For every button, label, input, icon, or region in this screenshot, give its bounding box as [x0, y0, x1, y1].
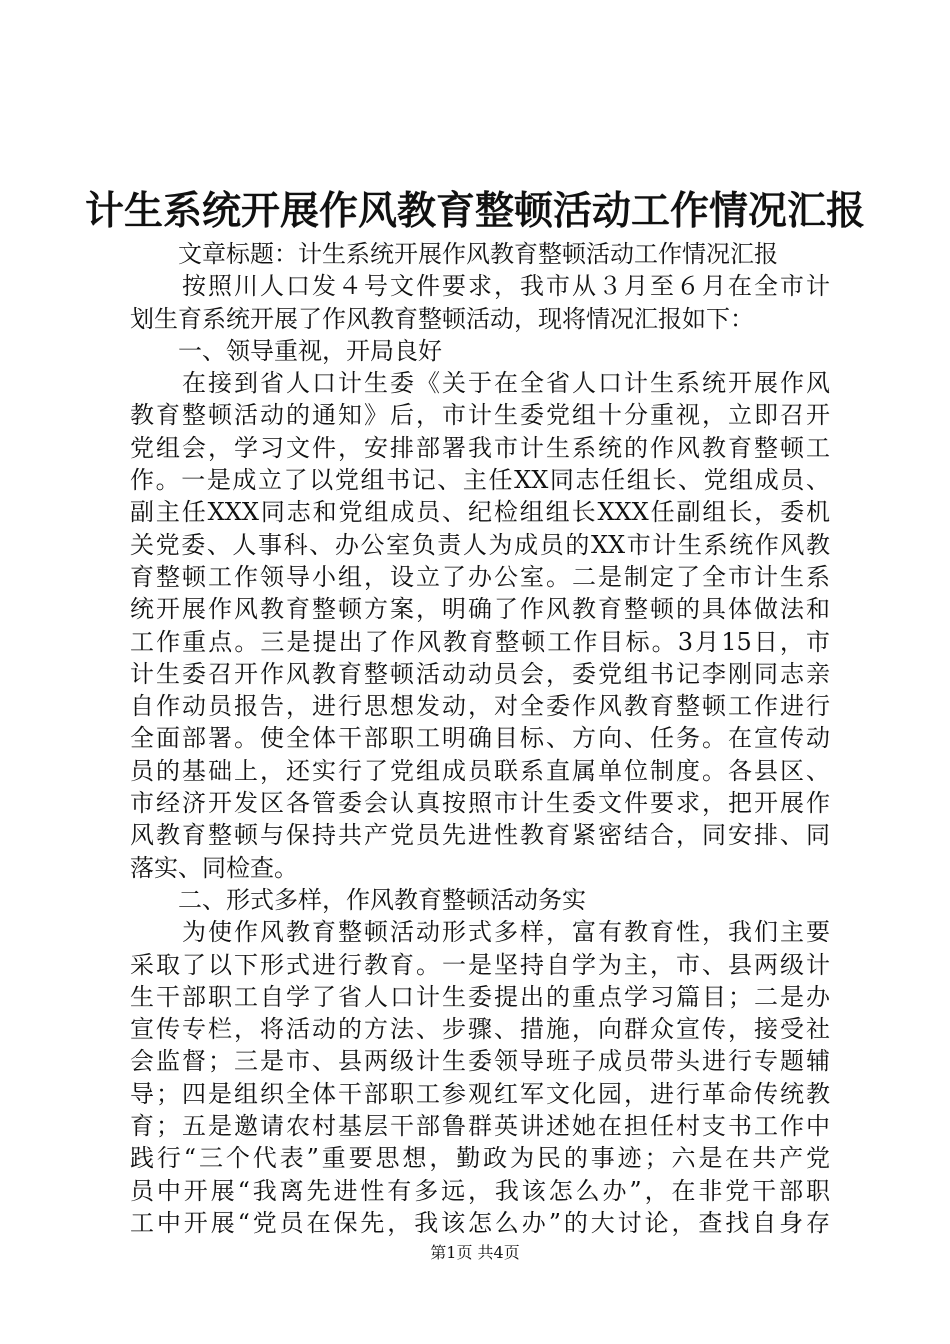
text-line: 按照川人口发４号文件要求，我市从３月至６月在全市计: [130, 272, 830, 301]
text-line: 落实、同检查。: [130, 853, 298, 882]
text-line: 作。一是成立了以党组书记、主任XX同志任组长、党组成员、: [130, 466, 830, 495]
text-line: 宣传专栏，将活动的方法、步骤、措施，向群众宣传，接受社: [130, 1015, 830, 1044]
text-line: 工作重点。三是提出了作风教育整顿工作目标。3月15日，市: [130, 627, 830, 656]
text-line: 采取了以下形式进行教育。一是坚持自学为主，市、县两级计: [130, 950, 830, 979]
text-line: 党组会，学习文件，安排部署我市计生系统的作风教育整顿工: [130, 433, 830, 462]
text-line: 员中开展“我离先进性有多远，我该怎么办”，在非党干部职: [130, 1176, 830, 1205]
document-body: [130, 238, 830, 1239]
page-footer: 第1页 共4页: [430, 1243, 520, 1262]
text-line: 工中开展“党员在保先，我该怎么办”的大讨论，查找自身存: [130, 1208, 830, 1237]
text-line: 育；五是邀请农村基层干部鲁群英讲述她在担任村支书工作中: [130, 1112, 830, 1141]
text-line: 践行“三个代表”重要思想，勤政为民的事迹；六是在共产党: [130, 1144, 830, 1173]
text-line: 计生委召开作风教育整顿活动动员会，委党组书记李刚同志亲: [130, 659, 830, 688]
text-line: 在接到省人口计生委《关于在全省人口计生系统开展作风: [130, 369, 830, 398]
text-line: 一、领导重视，开局良好: [130, 336, 442, 365]
text-line: 划生育系统开展了作风教育整顿活动，现将情况汇报如下：: [130, 304, 754, 333]
text-line: 二、形式多样，作风教育整顿活动务实: [130, 885, 586, 914]
document-title: 计生系统开展作风教育整顿活动工作情况汇报: [84, 188, 865, 234]
text-line: 市经济开发区各管委会认真按照市计生委文件要求，把开展作: [130, 789, 830, 818]
text-line: 自作动员报告，进行思想发动，对全委作风教育整顿工作进行: [130, 692, 830, 721]
text-line: 员的基础上，还实行了党组成员联系直属单位制度。各县区、: [130, 756, 830, 785]
text-line: 为使作风教育整顿活动形式多样，富有教育性，我们主要: [130, 918, 830, 947]
text-line: 统开展作风教育整顿方案，明确了作风教育整顿的具体做法和: [130, 595, 830, 624]
text-line: 会监督；三是市、县两级计生委领导班子成员带头进行专题辅: [130, 1047, 830, 1076]
text-line: 生干部职工自学了省人口计生委提出的重点学习篇目；二是办: [130, 982, 830, 1011]
text-line: 教育整顿活动的通知》后，市计生委党组十分重视，立即召开: [130, 401, 830, 430]
text-line: 风教育整顿与保持共产党员先进性教育紧密结合，同安排、同: [130, 821, 830, 850]
text-line: 关党委、人事科、办公室负责人为成员的XX市计生系统作风教: [130, 530, 830, 559]
text-line: 全面部署。使全体干部职工明确目标、方向、任务。在宣传动: [130, 724, 830, 753]
text-line: 育整顿工作领导小组，设立了办公室。二是制定了全市计生系: [130, 562, 830, 591]
text-line: 导；四是组织全体干部职工参观红军文化园，进行革命传统教: [130, 1079, 830, 1108]
text-line: 副主任XXX同志和党组成员、纪检组组长XXX任副组长，委机: [130, 498, 830, 527]
text-line: 文章标题：计生系统开展作风教育整顿活动工作情况汇报: [130, 240, 778, 268]
